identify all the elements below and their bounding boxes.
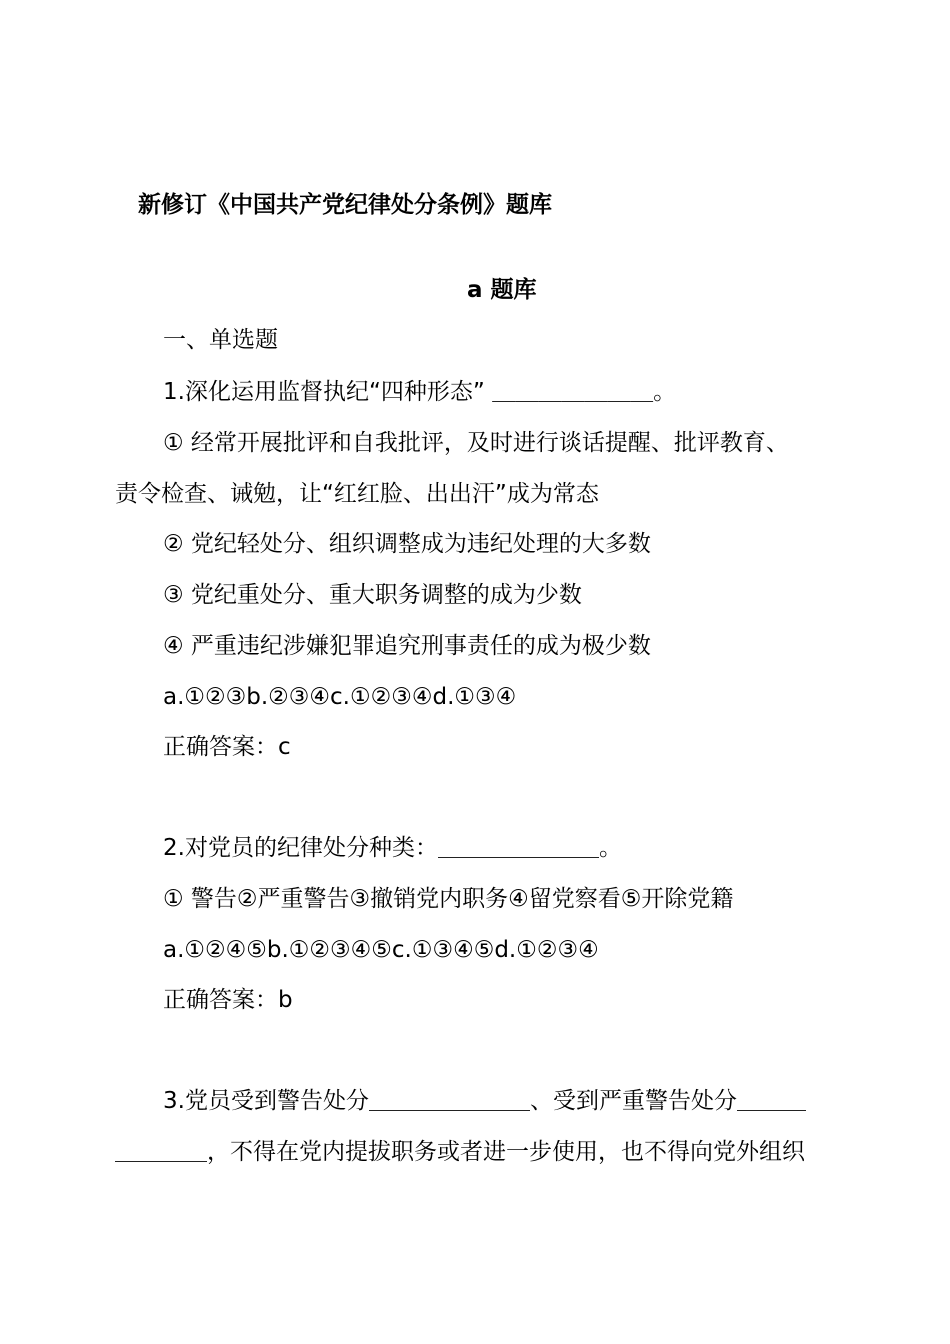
question-1-option-3: ③ 党纪重处分、重大职务调整的成为少数 (163, 582, 582, 608)
question-1-choices: a.①②③b.②③④c.①②③④d.①③④ (163, 684, 517, 710)
question-2-answer: 正确答案：b (163, 987, 293, 1013)
question-3-stem: 3.党员受到警告处分＿＿＿＿＿＿＿、受到严重警告处分＿＿＿ (163, 1088, 806, 1114)
section-subtitle: a 题库 (467, 277, 537, 303)
question-1-option-2: ② 党纪轻处分、组织调整成为违纪处理的大多数 (163, 531, 651, 557)
question-1-stem: 1.深化运用监督执纪“四种形态” ＿＿＿＿＿＿＿。 (163, 379, 677, 405)
section-heading: 一、单选题 (163, 327, 278, 353)
question-2-stem: 2.对党员的纪律处分种类：＿＿＿＿＿＿＿。 (163, 835, 622, 861)
question-2-choices: a.①②④⑤b.①②③④⑤c.①③④⑤d.①②③④ (163, 937, 599, 963)
question-2-options: ① 警告②严重警告③撤销党内职务④留党察看⑤开除党籍 (163, 886, 734, 912)
question-1-answer: 正确答案：c (163, 734, 291, 760)
document-title: 新修订《中国共产党纪律处分条例》题库 (138, 192, 552, 218)
question-1-option-1: ① 经常开展批评和自我批评，及时进行谈话提醒、批评教育、 (163, 430, 789, 456)
question-3-stem-cont: ＿＿＿＿，不得在党内提拔职务或者进一步使用，也不得向党外组织 (115, 1139, 805, 1165)
question-1-option-4: ④ 严重违纪涉嫌犯罪追究刑事责任的成为极少数 (163, 633, 651, 659)
question-1-option-1-cont: 责令检查、诫勉，让“红红脸、出出汗”成为常态 (115, 481, 599, 507)
